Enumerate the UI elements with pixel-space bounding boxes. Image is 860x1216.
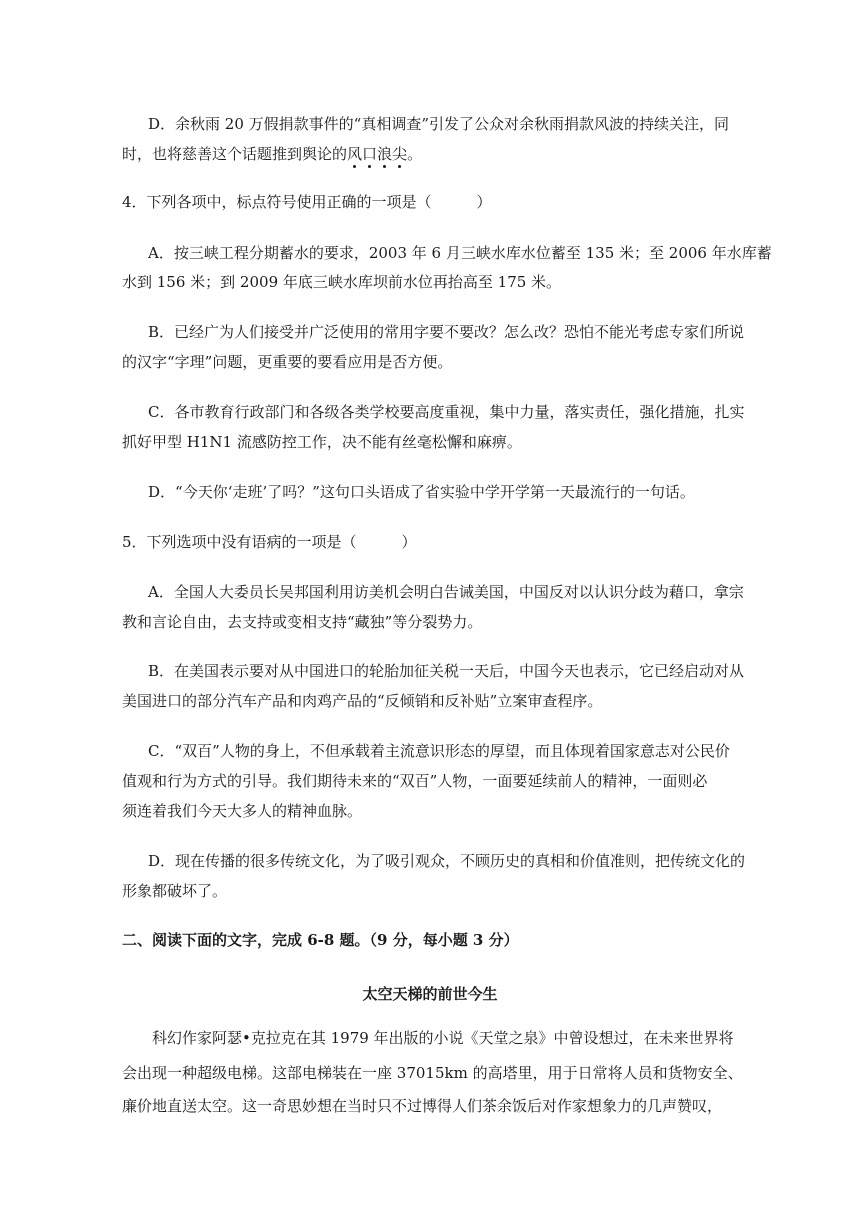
q3-option-d-line-2-prefix: 时，也将慈善这个话题推到舆论的	[122, 145, 348, 163]
q5-option-d-line-2: 形象都破坏了。	[122, 882, 228, 900]
q4-option-c-line-2: 抓好甲型 H1N1 流感防控工作，决不能有丝毫松懈和麻痹。	[122, 433, 522, 451]
dotted-char: 尖	[392, 145, 408, 163]
q5-option-c-line-3: 须连着我们今天大多人的精神血脉。	[122, 802, 363, 820]
article-paragraph-line-1: 科幻作家阿瑟•克拉克在其 1979 年出版的小说《天堂之泉》中曾设想过，在未来世界将	[152, 1029, 734, 1047]
q3-option-d-line-1: D．余秋雨 20 万假捐款事件的“真相调查”引发了公众对余秋雨捐款风波的持续关注，同	[148, 115, 729, 133]
q3-option-d-line-2	[122, 144, 422, 164]
article-paragraph-line-2: 会出现一种超级电梯。这部电梯装在一座 37015km 的高塔里，用于日常将人员和货物安全、	[122, 1064, 743, 1082]
section-2-heading: 二、阅读下面的文字，完成 6-8 题。（9 分，每小题 3 分）	[122, 931, 519, 949]
q5-option-b-line-2: 美国进口的部分汽车产品和肉鸡产品的“反倾销和反补贴”立案审查程序。	[122, 692, 603, 710]
q5-option-a-line-1: A．全国人大委员长吴邦国利用访美机会明白告诫美国，中国反对以认识分歧为藉口，拿宗	[148, 583, 744, 601]
q3-option-d-line-2-suffix: 。	[407, 145, 423, 163]
q4-option-a-line-1: A．按三峡工程分期蓄水的要求，2003 年 6 月三峡水库水位蓄至 135 米；至 2006 年水库蓄	[148, 244, 772, 262]
dotted-char: 浪	[377, 145, 393, 163]
q4-option-b-line-2: 的汉字“字理”问题，更重要的要看应用是否方便。	[122, 353, 453, 371]
q5-option-a-line-2: 教和言论自由，去支持或变相支持“藏独”等分裂势力。	[122, 613, 483, 631]
dotted-char: 口	[362, 145, 378, 163]
q5-stem: 5．下列选项中没有语病的一项是（ ）	[122, 533, 417, 551]
q4-option-b-line-1: B．已经广为人们接受并广泛使用的常用字要不要改？怎么改？恐怕不能光考虑专家们所说	[148, 323, 745, 341]
q5-option-b-line-1: B．在美国表示要对从中国进口的轮胎加征关税一天后，中国今天也表示，它已经启动对从	[148, 662, 745, 680]
q4-stem: 4．下列各项中，标点符号使用正确的一项是（ ）	[122, 193, 492, 211]
q4-option-a-line-2: 水到 156 米；到 2009 年底三峡水库坝前水位再抬高至 175 米。	[122, 273, 562, 291]
q5-option-c-line-2: 值观和行为方式的引导。我们期待未来的“双百”人物，一面要延续前人的精神，一面则必	[122, 772, 708, 790]
article-paragraph-line-3: 廉价地直送太空。这一奇思妙想在当时只不过博得人们茶余饭后对作家想象力的几声赞叹，	[122, 1097, 723, 1115]
article-title: 太空天梯的前世今生	[362, 985, 498, 1003]
q5-option-d-line-1: D．现在传播的很多传统文化，为了吸引观众，不顾历史的真相和价值准则，把传统文化的	[148, 852, 746, 870]
dotted-char: 风	[347, 145, 363, 163]
q5-option-c-line-1: C．“双百”人物的身上，不但承载着主流意识形态的厚望，而且体现着国家意志对公民价	[148, 742, 730, 760]
q4-option-c-line-1: C．各市教育行政部门和各级各类学校要高度重视，集中力量，落实责任，强化措施，扎实	[148, 403, 745, 421]
q4-option-d-line-1: D．“今天你‘走班’了吗？”这句口头语成了省实验中学开学第一天最流行的一句话。	[148, 483, 695, 501]
